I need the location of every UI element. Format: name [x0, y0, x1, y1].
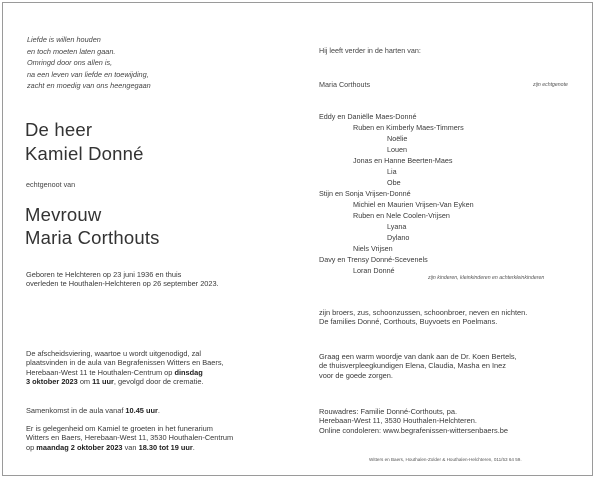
- visit-date: maandag 2 oktober 2023: [36, 442, 123, 452]
- thanks-line: voor de goede zorgen.: [319, 370, 393, 380]
- family-member: Louen: [387, 145, 407, 154]
- family-member: Noëlie: [387, 134, 408, 143]
- gathering-time: 10.45 uur: [125, 406, 158, 415]
- ceremony-connector: om: [77, 376, 93, 386]
- gathering-text: [26, 406, 160, 415]
- spouse-role: zijn echtgenote: [533, 82, 568, 88]
- birth-death-text: [26, 270, 276, 289]
- family-member: Ruben en Nele Coolen-Vrijsen: [353, 211, 450, 220]
- address-line: Herebaan-West 11, 3530 Houthalen-Helchteren.: [319, 416, 477, 426]
- relation-label: echtgenoot van: [26, 180, 76, 189]
- spouse-entry: Maria Corthouts: [319, 80, 371, 89]
- spouse-title: Mevrouw: [25, 204, 102, 225]
- family-member: Lia: [387, 167, 397, 176]
- ceremony-line: De afscheidsviering, waartoe u wordt uitgenodigd, zal: [26, 349, 202, 358]
- ceremony-line-text: Herebaan-West 11 te Houthalen-Centrum op: [26, 367, 175, 377]
- family-member: Michiel en Maurien Vrijsen-Van Eyken: [353, 200, 474, 209]
- ceremony-date: 3 oktober 2023: [26, 376, 78, 386]
- poem-line: en toch moeten laten gaan.: [27, 46, 116, 56]
- family-member: Obe: [387, 178, 401, 187]
- family-member: Loran Donné: [353, 266, 395, 275]
- siblings-text: [319, 308, 527, 327]
- poem-line: Liefde is willen houden: [27, 35, 101, 44]
- deceased-name: Kamiel Donné: [25, 143, 144, 164]
- mourning-address: [319, 407, 508, 435]
- address-line: Rouwadres: Familie Donné-Corthouts, pa.: [319, 407, 458, 416]
- poem-line: na een leven van liefde en toewijding,: [27, 69, 149, 79]
- family-member: Eddy en Daniëlle Maes-Donné: [319, 112, 417, 121]
- family-member: Jonas en Hanne Beerten-Maes: [353, 156, 453, 165]
- family-member: Stijn en Sonja Vrijsen-Donné: [319, 189, 411, 198]
- thanks-text: [319, 352, 517, 380]
- visit-line: Witters en Baers, Herebaan-West 11, 3530 Houthalen-Centrum: [26, 433, 234, 443]
- ceremony-line: [26, 377, 276, 386]
- ceremony-line: [26, 368, 276, 377]
- ceremony-time: 11 uur: [92, 376, 114, 386]
- footer-credit: Witters en Baers, Houthalen-Zolder & Houthalen-Helchteren, 011/53 64 59.: [369, 457, 522, 462]
- ceremony-text: [26, 349, 276, 386]
- spouse-name: Maria Corthouts: [25, 227, 160, 248]
- funeral-card: [2, 2, 593, 476]
- siblings-line: De families Donné, Corthouts, Buyvoets en Poelmans.: [319, 317, 498, 327]
- family-member: Dylano: [387, 233, 410, 242]
- visit-connector: van: [122, 442, 139, 452]
- address-line: Online condoleren: www.begrafenissen-wittersenbaers.be: [319, 425, 508, 435]
- family-member: Lyana: [387, 222, 407, 231]
- siblings-line: zijn broers, zus, schoonzussen, schoonbroer, neven en nichten.: [319, 308, 528, 317]
- poem: [27, 34, 151, 92]
- ceremony-day: dinsdag: [174, 367, 203, 377]
- thanks-line: de thuisverpleegkundigen Elena, Claudia, Masha en Inez: [319, 361, 506, 371]
- visit-time: 18.30 tot 19 uur: [138, 442, 193, 452]
- ceremony-rest: , gevolgd door de crematie.: [113, 376, 204, 386]
- family-member: Davy en Trensy Donné-Scevenels: [319, 255, 428, 264]
- family-role: zijn kinderen, kleinkinderen en achterkleinkinderen: [428, 275, 545, 281]
- poem-line: Omringd door ons allen is,: [27, 58, 113, 68]
- gathering-label: Samenkomst in de aula vanaf: [26, 406, 126, 415]
- gathering-end: .: [157, 406, 160, 415]
- poem-line: zacht en moedig van ons heengegaan: [27, 81, 151, 91]
- visit-line: [26, 443, 276, 452]
- family-member: Ruben en Kimberly Maes-Timmers: [353, 123, 464, 132]
- visit-end: .: [192, 442, 195, 452]
- ceremony-line: plaatsvinden in de aula van Begrafenissen Witters en Baers,: [26, 358, 224, 368]
- intro-text: Hij leeft verder in de harten van:: [319, 46, 421, 55]
- thanks-line: Graag een warm woordje van dank aan de Dr. Koen Bertels,: [319, 352, 517, 361]
- birth-death-line: Geboren te Helchteren op 23 juni 1936 en thuis: [26, 270, 182, 279]
- birth-death-line: overleden te Houthalen-Helchteren op 26 september 2023.: [26, 279, 219, 289]
- visit-prefix: op: [26, 442, 37, 452]
- visit-line: Er is gelegenheid om Kamiel te groeten in het funerarium: [26, 424, 213, 433]
- deceased-title: De heer: [25, 119, 93, 140]
- visit-text: [26, 424, 276, 452]
- family-member: Niels Vrijsen: [353, 244, 393, 253]
